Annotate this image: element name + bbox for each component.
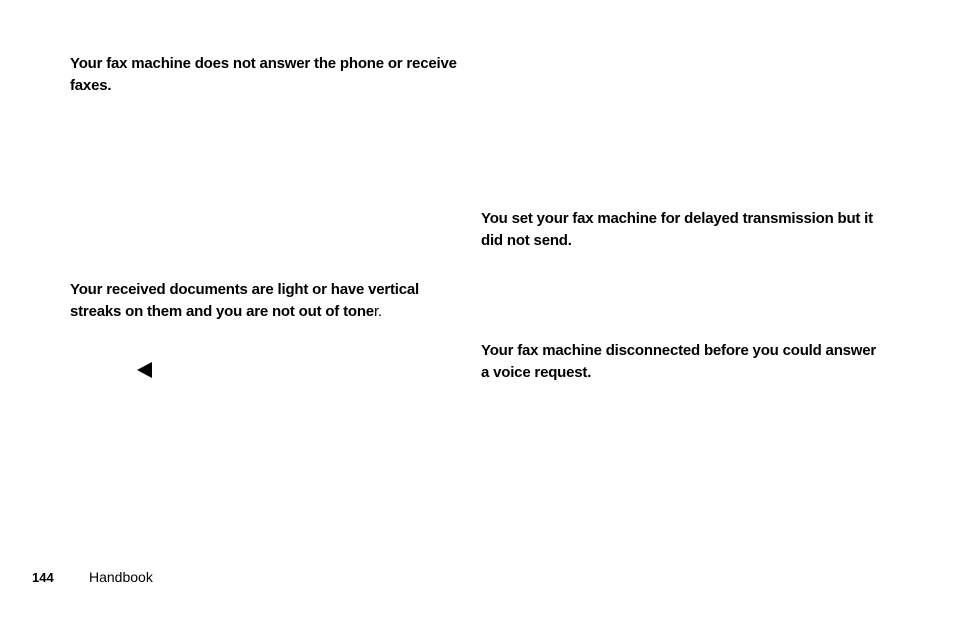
heading-disconnected: Your fax machine disconnected before you could answer a voice request. bbox=[481, 342, 877, 381]
heading-light-streaks bbox=[70, 279, 460, 323]
heading-light-streaks-bold: Your received documents are light or have vertical streaks on them and you are not out of tone bbox=[70, 281, 420, 320]
left-arrow-icon bbox=[137, 362, 152, 378]
heading-fax-no-answer: Your fax machine does not answer the phone or receive faxes. bbox=[70, 55, 457, 94]
heading-delayed-transmission: You set your fax machine for delayed transmission but it did not send. bbox=[481, 210, 873, 249]
heading-light-streaks-tail: r. bbox=[373, 303, 382, 320]
page-number: 144 bbox=[32, 570, 54, 585]
footer-book-title: Handbook bbox=[89, 569, 153, 585]
